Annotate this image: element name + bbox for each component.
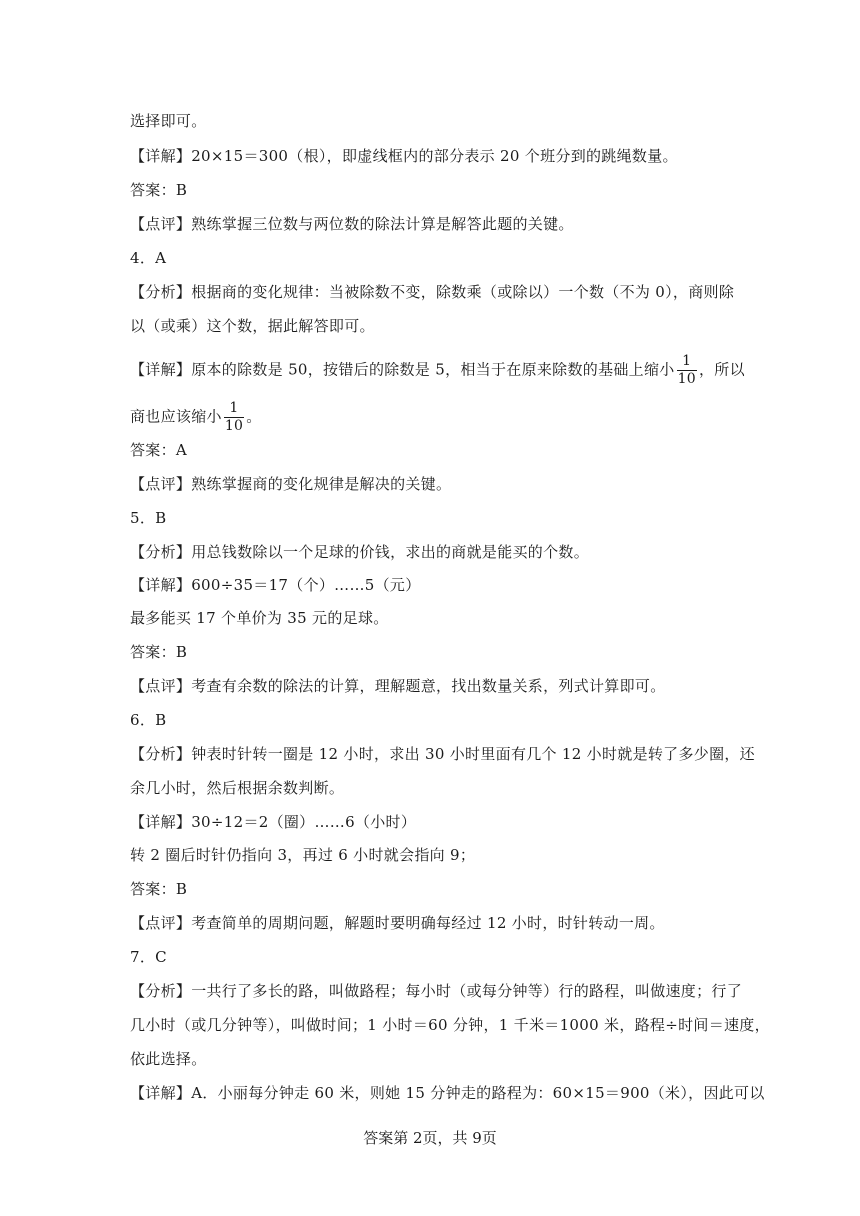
text-line: 答案：B <box>130 643 188 661</box>
text-line-with-fraction <box>130 400 262 435</box>
fraction <box>224 400 244 435</box>
text-segment: 商也应该缩小 <box>130 407 222 426</box>
text-line-with-fraction <box>130 353 745 388</box>
text-line: 最多能买 17 个单价为 35 元的足球。 <box>130 609 389 627</box>
text-line: 【点评】熟练掌握商的变化规律是解决的关键。 <box>130 475 452 493</box>
text-line: 【详解】30÷12＝2（圈）……6（小时） <box>130 813 417 831</box>
text-line: 依此选择。 <box>130 1050 207 1068</box>
text-line: 【点评】考查简单的周期问题，解题时要明确每经过 12 小时，时针转动一周。 <box>130 914 665 932</box>
text-line: 几小时（或几分钟等），叫做时间；1 小时＝60 分钟，1 千米＝1000 米，路程÷时间＝速度， <box>130 1016 770 1034</box>
question-number: 5．B <box>130 509 167 527</box>
text-line: 【点评】考查有余数的除法的计算，理解题意，找出数量关系，列式计算即可。 <box>130 677 666 695</box>
question-number: 6．B <box>130 711 167 729</box>
text-line: 余几小时，然后根据余数判断。 <box>130 779 345 797</box>
fraction-numerator: 1 <box>224 400 244 418</box>
text-line: 【分析】用总钱数除以一个足球的价钱，求出的商就是能买的个数。 <box>130 543 590 561</box>
text-line: 【分析】一共行了多长的路，叫做路程；每小时（或每分钟等）行的路程，叫做速度；行了 <box>130 982 743 1000</box>
text-segment: 。 <box>246 407 262 426</box>
text-segment: 【详解】原本的除数是 50，按错后的除数是 5，相当于在原来除数的基础上缩小 <box>130 360 675 379</box>
fraction <box>677 353 697 388</box>
text-line: 转 2 圈后时针仍指向 3，再过 6 小时就会指向 9； <box>130 846 476 864</box>
text-line: 答案：B <box>130 880 188 898</box>
text-line: 【分析】根据商的变化规律：当被除数不变，除数乘（或除以）一个数（不为 0），商则除 <box>130 283 735 301</box>
text-line: 以（或乘）这个数，据此解答即可。 <box>130 317 375 335</box>
page-footer: 答案第 2页，共 9页 <box>363 1129 497 1147</box>
text-line: 【详解】20×15＝300（根），即虚线框内的部分表示 20 个班分到的跳绳数量。 <box>130 147 678 165</box>
text-line: 答案：A <box>130 441 188 459</box>
text-line: 【详解】A．小丽每分钟走 60 米，则她 15 分钟走的路程为：60×15＝900（米），因此可以 <box>130 1084 765 1102</box>
text-line: 【详解】600÷35＝17（个）……5（元） <box>130 576 421 594</box>
text-line: 【点评】熟练掌握三位数与两位数的除法计算是解答此题的关键。 <box>130 215 574 233</box>
fraction-numerator: 1 <box>677 353 697 371</box>
question-number: 4．A <box>130 249 167 267</box>
text-line: 答案：B <box>130 181 188 199</box>
fraction-denominator: 10 <box>224 418 244 434</box>
question-number: 7．C <box>130 948 167 966</box>
fraction-denominator: 10 <box>677 371 696 387</box>
text-line: 选择即可。 <box>130 112 207 130</box>
text-segment: ，所以 <box>699 360 745 379</box>
text-line: 【分析】钟表时针转一圈是 12 小时，求出 30 小时里面有几个 12 小时就是转了多少圈，还 <box>130 745 755 763</box>
